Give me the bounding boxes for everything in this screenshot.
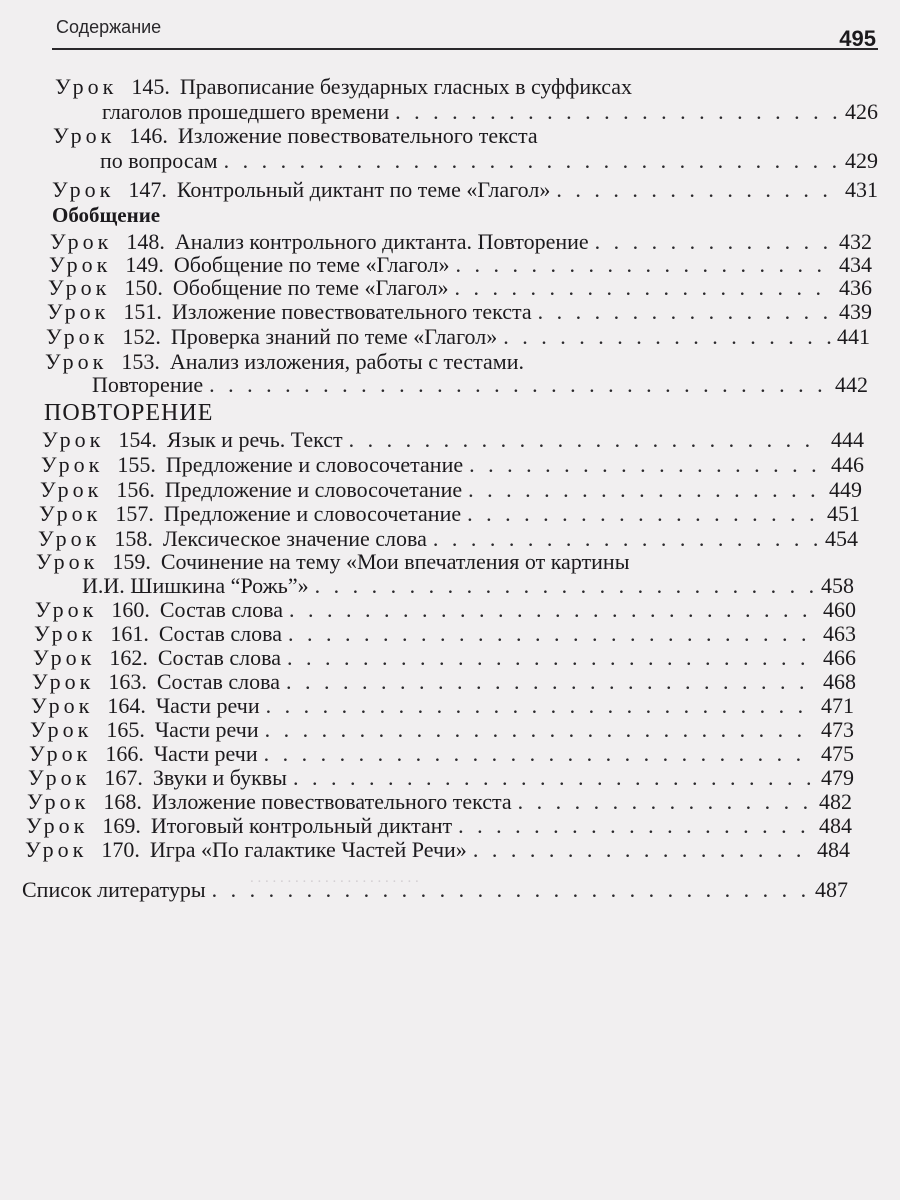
lesson-label: Урок <box>48 275 111 300</box>
lesson-number: 169. <box>102 813 141 838</box>
toc-entry[interactable] <box>34 622 856 646</box>
lesson-label: Урок <box>55 74 118 99</box>
lesson-label: Урок <box>39 501 102 526</box>
leader-dots <box>395 100 839 124</box>
page-ref: 431 <box>845 177 878 202</box>
page-number: 495 <box>839 26 876 51</box>
page-ref: 436 <box>839 275 872 300</box>
lesson-number: 150. <box>124 275 163 300</box>
toc-entry[interactable] <box>55 75 878 99</box>
toc-entry[interactable] <box>29 742 854 766</box>
toc-entry[interactable] <box>39 502 860 526</box>
lesson-label: Урок <box>35 597 98 622</box>
leader-dots <box>349 428 825 452</box>
lesson-number: 155. <box>117 452 156 477</box>
page-ref: 482 <box>819 789 852 814</box>
page-ref: 441 <box>837 324 870 349</box>
lesson-title-continuation: Повторение <box>92 372 204 397</box>
toc-entry[interactable] <box>49 253 872 277</box>
lesson-label: Урок <box>53 123 116 148</box>
toc-entry-continuation <box>100 149 878 173</box>
leader-dots <box>212 878 809 902</box>
leader-dots <box>224 149 839 173</box>
toc-entry[interactable] <box>30 718 854 742</box>
leader-dots <box>288 622 817 646</box>
toc-entry[interactable] <box>42 428 864 452</box>
leader-dots <box>503 325 831 349</box>
lesson-number: 153. <box>121 349 160 374</box>
lesson-number: 151. <box>123 299 162 324</box>
toc-entry-continuation <box>102 100 878 124</box>
leader-dots <box>286 670 817 694</box>
lesson-label: Урок <box>46 324 109 349</box>
page-ref: 471 <box>821 693 854 718</box>
toc-entry[interactable] <box>47 300 872 324</box>
lesson-title-continuation: по вопросам <box>100 148 218 173</box>
lesson-label: Урок <box>42 427 105 452</box>
leader-dots <box>433 527 819 551</box>
leader-dots <box>518 790 813 814</box>
lesson-title: Состав слова <box>159 597 283 622</box>
lesson-title: Правописание безударных гласных в суффиксах <box>179 74 633 99</box>
toc-entry[interactable] <box>33 646 856 670</box>
lesson-title: Состав слова <box>156 669 280 694</box>
leader-dots <box>287 646 817 670</box>
lesson-title: Предложение и словосочетание <box>165 452 464 477</box>
page-ref: 446 <box>831 452 864 477</box>
lesson-title-continuation: глаголов прошедшего времени <box>102 99 390 124</box>
lesson-title: Изложение повествовательного текста <box>171 299 532 324</box>
toc-entry[interactable] <box>40 478 862 502</box>
leader-dots <box>454 276 833 300</box>
toc-entry[interactable] <box>35 598 856 622</box>
toc-entry-bibliography[interactable] <box>22 878 848 902</box>
page-ref: 460 <box>823 597 856 622</box>
lesson-title: Состав слова <box>158 621 282 646</box>
page-ref: 487 <box>815 877 848 902</box>
lesson-label: Урок <box>40 477 103 502</box>
page-ref: 439 <box>839 299 872 324</box>
page-ref: 479 <box>821 765 854 790</box>
lesson-title: Предложение и словосочетание <box>164 477 463 502</box>
page-header <box>52 14 878 50</box>
lesson-title: Проверка знаний по теме «Глагол» <box>170 324 498 349</box>
page-ref: 444 <box>831 427 864 452</box>
lesson-label: Урок <box>30 717 93 742</box>
page-ref: 451 <box>827 501 860 526</box>
toc-page: Содержание 495 . . . . . . . . . . . . . . . . . . . . . . . Урок 145. Правописание безударных гласных в суффиксах глаголов прошедшего времени . . . 426 Урок 146. Изложение повествовательного текста по вопросам . . . 429 Урок 147. Контрольный диктант по теме «Глагол» . . . 431 Урок 148. Анализ контрольного диктанта. Повторение . . . 432 Урок 149. Обобщение по теме «Глагол» . . . 434 Урок 150. Обобщение по теме «Глагол» . . . 436 Урок 151. Изложение повествовательного текста . . . 439 Урок 152. Проверка знаний по теме «Глагол» . . . 441 Урок 153. Анализ изложения, работы с тестами. Повторение . . . 442 Урок 154. Язык и речь. Текст . . . 444 Урок 155. Предложение и словосочетание . . . 446 Урок 156. Предложение и словосочетание . . . 449 Урок 157. Предложение и словосочетание . . . 451 Урок 158. Лексическое значение слова . . . 454 Урок 159. Сочинение на тему «Мои впечатления от картины И.И. Шишкина “Рожь”» . . . 458 Урок 160. Состав слова . . . 460 Урок 161. Состав слова . . . 463 Урок 162. Состав слова . . . 466 Урок 163. Состав слова . . . 468 Урок 164. Части речи . . . 471 Урок 165. Части речи . . . 473 Урок 166. Части речи . . . 475 Урок 167. Звуки и буквы . . . 479 Урок 168. Изложение повествовательного текста . . . 482 Урок 169. Итоговый контрольный диктант . . . 484 Урок 170. Игра «По галактике Частей Речи» . . . 484 Обобщение ПОВТОРЕНИЕ Список литературы . . . 487 <box>0 0 900 1200</box>
page-ref: 442 <box>835 372 868 397</box>
leader-dots <box>469 453 825 477</box>
lesson-label: Урок <box>28 765 91 790</box>
lesson-number: 152. <box>122 324 161 349</box>
lesson-label: Урок <box>26 813 89 838</box>
lesson-number: 158. <box>114 526 153 551</box>
lesson-number: 156. <box>116 477 155 502</box>
toc-entry[interactable] <box>48 276 872 300</box>
toc-entry[interactable] <box>50 230 872 254</box>
lesson-number: 166. <box>105 741 144 766</box>
lesson-title-continuation: И.И. Шишкина “Рожь”» <box>82 573 309 598</box>
lesson-label: Урок <box>29 741 92 766</box>
lesson-title: Предложение и словосочетание <box>163 501 462 526</box>
lesson-title: Контрольный диктант по теме «Глагол» <box>176 177 551 202</box>
lesson-title: Части речи <box>154 717 259 742</box>
leader-dots <box>455 253 833 277</box>
leader-dots <box>473 838 811 862</box>
lesson-number: 168. <box>103 789 142 814</box>
page-ref: 458 <box>821 573 854 598</box>
lesson-label: Урок <box>33 645 96 670</box>
toc-entry-continuation <box>92 373 868 397</box>
lesson-label: Урок <box>38 526 101 551</box>
lesson-label: Урок <box>36 549 99 574</box>
toc-entry[interactable] <box>41 453 864 477</box>
toc-entry[interactable] <box>27 790 852 814</box>
lesson-title: Итоговый контрольный диктант <box>150 813 453 838</box>
lesson-label: Урок <box>49 252 112 277</box>
leader-dots <box>556 178 839 202</box>
leader-dots <box>467 502 821 526</box>
lesson-label: Урок <box>47 299 110 324</box>
leader-dots <box>264 742 815 766</box>
lesson-label: Урок <box>31 693 94 718</box>
page-ref: 454 <box>825 526 858 551</box>
lesson-number: 149. <box>125 252 164 277</box>
lesson-title: Состав слова <box>157 645 281 670</box>
lesson-number: 167. <box>104 765 143 790</box>
lesson-title: Язык и речь. Текст <box>166 427 343 452</box>
page-ref: 484 <box>819 813 852 838</box>
leader-dots <box>458 814 813 838</box>
page-ref: 463 <box>823 621 856 646</box>
toc-entry[interactable] <box>28 766 854 790</box>
page-ref: 466 <box>823 645 856 670</box>
lesson-label: Урок <box>32 669 95 694</box>
toc-entry-continuation <box>82 574 854 598</box>
lesson-title: Звуки и буквы <box>152 765 287 790</box>
lesson-label: Урок <box>27 789 90 814</box>
lesson-title: Анализ изложения, работы с тестами. <box>169 349 525 374</box>
leader-dots <box>538 300 833 324</box>
lesson-number: 147. <box>128 177 167 202</box>
leader-dots <box>315 574 815 598</box>
toc-entry[interactable] <box>46 325 870 349</box>
lesson-number: 163. <box>108 669 147 694</box>
toc-entry[interactable] <box>52 178 878 202</box>
page-ref: 473 <box>821 717 854 742</box>
lesson-title: Части речи <box>155 693 260 718</box>
leader-dots <box>468 478 823 502</box>
lesson-title: Анализ контрольного диктанта. Повторение <box>174 229 589 254</box>
leader-dots <box>595 230 833 254</box>
lesson-number: 145. <box>131 74 170 99</box>
lesson-label: Урок <box>45 349 108 374</box>
toc-entry[interactable] <box>38 527 858 551</box>
lesson-number: 162. <box>109 645 148 670</box>
lesson-label: Урок <box>41 452 104 477</box>
toc-entry[interactable] <box>53 124 878 148</box>
leader-dots <box>293 766 815 790</box>
toc-entry[interactable] <box>36 550 854 574</box>
lesson-number: 148. <box>126 229 165 254</box>
leader-dots <box>265 718 815 742</box>
lesson-number: 157. <box>115 501 154 526</box>
toc-entry[interactable] <box>32 670 856 694</box>
page-ref: 434 <box>839 252 872 277</box>
lesson-number: 146. <box>129 123 168 148</box>
lesson-title: Игра «По галактике Частей Речи» <box>149 837 467 862</box>
lesson-title: Обобщение по теме «Глагол» <box>172 275 449 300</box>
leader-dots <box>209 373 829 397</box>
page-ref: 432 <box>839 229 872 254</box>
lesson-number: 159. <box>112 549 151 574</box>
lesson-title: Сочинение на тему «Мои впечатления от картины <box>160 549 630 574</box>
lesson-number: 170. <box>101 837 140 862</box>
section-heading-generalization: Обобщение <box>52 203 161 227</box>
lesson-title: Обобщение по теме «Глагол» <box>173 252 450 277</box>
toc-entry[interactable] <box>31 694 854 718</box>
page-ref: 475 <box>821 741 854 766</box>
lesson-number: 164. <box>107 693 146 718</box>
toc-entry[interactable] <box>45 350 868 374</box>
lesson-label: Урок <box>50 229 113 254</box>
lesson-number: 160. <box>111 597 150 622</box>
lesson-label: Урок <box>52 177 115 202</box>
section-heading-repetition: ПОВТОРЕНИЕ <box>44 400 214 426</box>
lesson-number: 165. <box>106 717 145 742</box>
leader-dots <box>266 694 815 718</box>
toc-entry[interactable] <box>26 814 852 838</box>
page-ref: 484 <box>817 837 850 862</box>
lesson-number: 161. <box>110 621 149 646</box>
leader-dots <box>289 598 817 622</box>
page-ref: 426 <box>845 99 878 124</box>
page-ref: 449 <box>829 477 862 502</box>
page-ref: 429 <box>845 148 878 173</box>
toc-entry[interactable] <box>25 838 850 862</box>
lesson-title: Части речи <box>153 741 258 766</box>
lesson-label: Урок <box>25 837 88 862</box>
lesson-title: Изложение повествовательного текста <box>177 123 538 148</box>
lesson-number: 154. <box>118 427 157 452</box>
lesson-title: Лексическое значение слова <box>162 526 427 551</box>
lesson-label: Урок <box>34 621 97 646</box>
running-head: Содержание <box>56 17 162 37</box>
page-ref: 468 <box>823 669 856 694</box>
bibliography-title: Список литературы <box>22 877 206 902</box>
lesson-title: Изложение повествовательного текста <box>151 789 512 814</box>
